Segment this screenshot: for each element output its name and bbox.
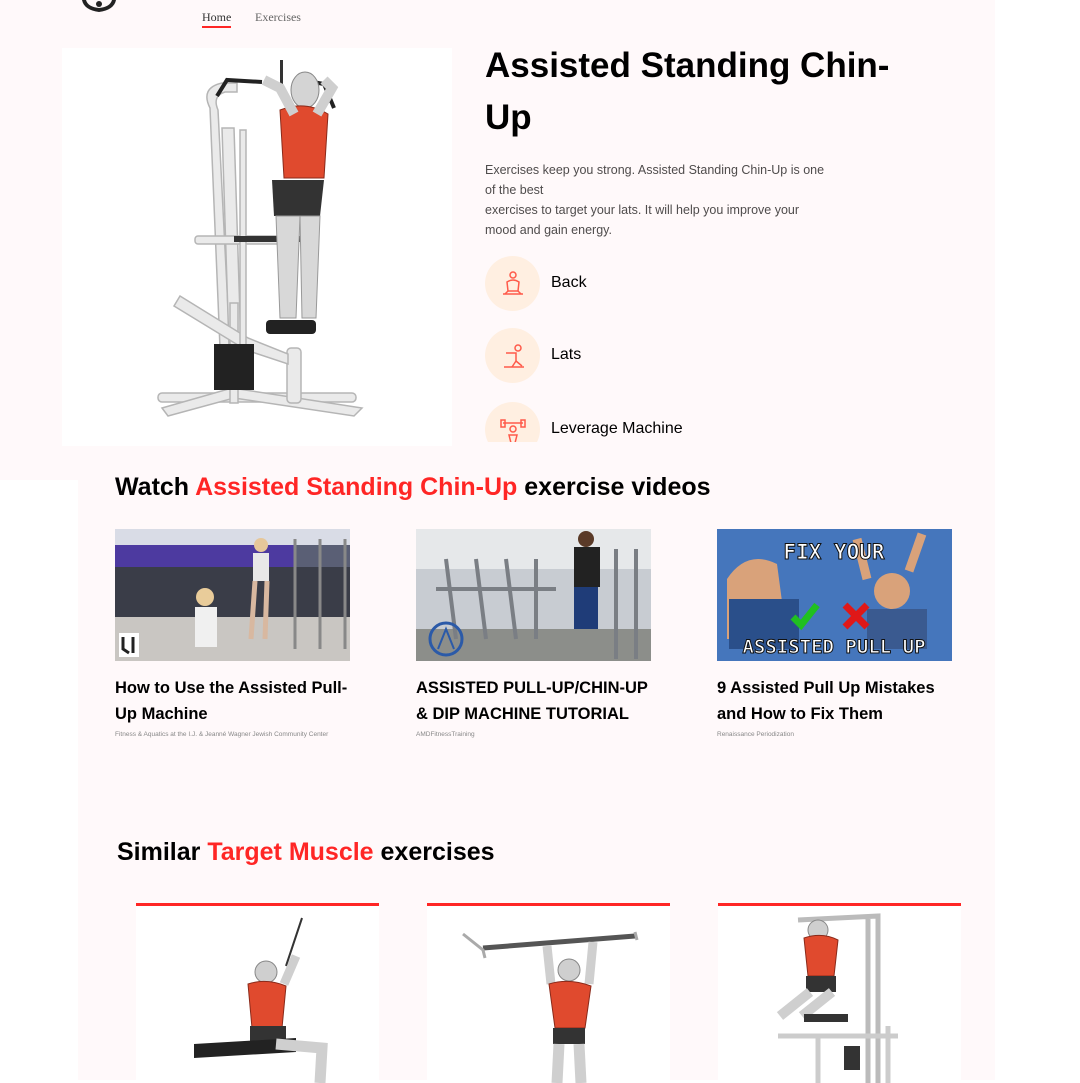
title-suffix: exercise videos — [517, 473, 711, 501]
nav-link-exercises[interactable]: Exercises — [255, 10, 301, 24]
detail-label: Lats — [551, 346, 582, 363]
target-muscle-icon — [485, 328, 540, 383]
video-thumbnail[interactable] — [717, 529, 952, 661]
video-channel: AMDFitnessTraining — [416, 731, 475, 738]
description-line: exercises to target your lats. It will help you improve your mood and gain energy. — [485, 203, 800, 237]
video-channel: Fitness & Aquatics at the I.J. & Jeanné Wagner Jewish Community Center — [115, 731, 329, 738]
exercise-title: Assisted Standing Chin-Up — [485, 46, 890, 137]
exercise-description — [485, 160, 830, 240]
video-card[interactable] — [115, 529, 350, 740]
similar-exercise-image — [718, 906, 961, 1083]
title-suffix: exercises — [373, 838, 495, 866]
thumbnail-text-bottom: ASSISTED PULL UP — [742, 636, 926, 658]
video-thumbnail[interactable] — [416, 529, 651, 661]
detail-equipment-clip — [485, 395, 805, 442]
exercise-image — [62, 48, 452, 446]
description-line: Exercises keep you strong. Assisted Standing Chin-Up is one of the best — [485, 163, 825, 197]
video-card[interactable] — [717, 529, 952, 740]
title-prefix: Watch — [115, 473, 196, 501]
similar-exercise-card[interactable] — [427, 903, 670, 1083]
equipment-icon — [485, 402, 540, 442]
body-part-icon — [485, 256, 540, 311]
similar-exercise-image — [427, 906, 670, 1083]
video-title[interactable]: ASSISTED PULL-UP/CHIN-UP & DIP MACHINE TUTORIAL — [416, 679, 648, 723]
video-title[interactable]: 9 Assisted Pull Up Mistakes and How to Fix Them — [717, 679, 935, 723]
detail-equipment[interactable] — [485, 402, 785, 442]
title-highlight: Target Muscle — [207, 838, 374, 866]
detail-label: Back — [551, 274, 587, 291]
nav-link-home[interactable]: Home — [202, 10, 231, 28]
title-prefix: Similar — [117, 838, 208, 866]
video-thumbnail[interactable] — [115, 529, 350, 661]
videos-section-title — [115, 473, 711, 502]
similar-exercise-image — [136, 906, 379, 1083]
logo-icon[interactable] — [80, 0, 118, 14]
similar-exercise-card[interactable] — [136, 903, 379, 1083]
similar-exercise-card[interactable] — [718, 903, 961, 1083]
detail-label: Leverage Machine — [551, 420, 683, 437]
detail-body-part[interactable] — [485, 256, 785, 312]
navbar — [0, 0, 995, 40]
video-card[interactable] — [416, 529, 651, 740]
video-channel: Renaissance Periodization — [717, 731, 794, 738]
title-highlight: Assisted Standing Chin-Up — [195, 473, 518, 501]
thumbnail-text-top: FIX YOUR — [783, 540, 885, 564]
video-title[interactable]: How to Use the Assisted Pull-Up Machine — [115, 679, 348, 723]
detail-target-muscle[interactable] — [485, 328, 785, 384]
similar-section-title — [117, 838, 495, 867]
